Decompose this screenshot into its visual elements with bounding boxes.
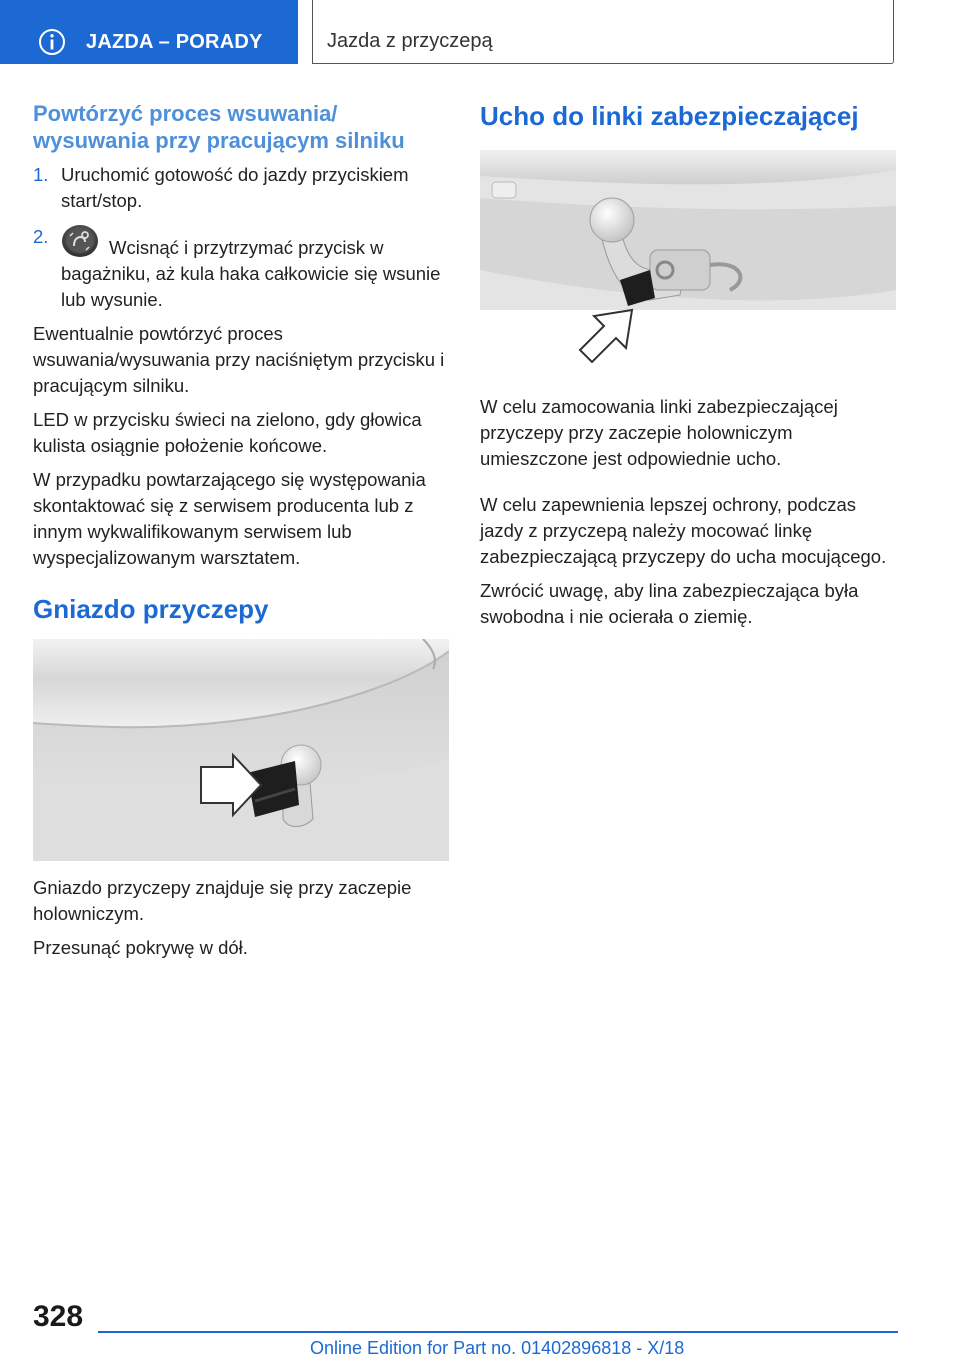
paragraph: Zwrócić uwagę, aby lina zabezpieczająca była swobodna i nie ocierała o ziemię. (480, 580, 859, 627)
left-column (33, 100, 449, 961)
step-text: Uruchomić gotowość do jazdy przyciskiem start/stop. (61, 164, 409, 211)
chapter-title: Jazda z przyczepą (327, 30, 493, 52)
section-tab[interactable] (0, 0, 298, 64)
step-list (33, 162, 449, 313)
subheading-retract-extend: Powtórzyć proces wsuwania/ wysuwania przy pracującym silniku (33, 101, 405, 153)
right-column (480, 100, 896, 630)
paragraph: LED w przycisku świeci na zielono, gdy głowica kulista osiągnie położenie końcowe. (33, 409, 422, 456)
page-number: 328 (33, 1300, 84, 1333)
info-icon (38, 28, 66, 56)
edition-link[interactable]: Online Edition for Part no. 01402896818 - X/18 (310, 1338, 685, 1358)
step-number: 1. (33, 164, 49, 185)
paragraph: Ewentualnie powtórzyć proces wsuwania/wysuwania przy naciśniętym przycisku i pracującym silniku. (33, 323, 445, 396)
paragraph: Przesunąć pokrywę w dół. (33, 937, 248, 958)
list-item (33, 162, 449, 214)
paragraph: W celu zapewnienia lepszej ochrony, podczas jazdy z przyczepą należy mocować linkę zabezpieczającą przyczepy do ucha mocującego. (480, 494, 887, 567)
heading-safety-eye: Ucho do linki zabezpieczającej (480, 101, 859, 131)
paragraph: W przypadku powtarzającego się występowania skontaktować się z serwisem producenta lub z innym wykwalifikowanym serwisem lub wyspecjalizowanym warsztatem. (33, 469, 426, 568)
paragraph: Gniazdo przyczepy znajduje się przy zaczepie holowniczym. (33, 877, 412, 924)
chapter-header (312, 0, 894, 64)
tow-hook-button-icon (61, 224, 99, 258)
footer-divider (98, 1331, 898, 1333)
step-text: Wcisnąć i przytrzymać przycisk w bagażniku, aż kula haka całkowicie się wsunie lub wysunie. (61, 237, 441, 310)
paragraph: W celu zamocowania linki zabezpieczającej przyczepy przy zaczepie holowniczym umieszczone jest odpowiednie ucho. (480, 396, 838, 469)
safety-eye-illustration (480, 150, 896, 372)
step-number: 2. (33, 226, 49, 247)
heading-trailer-socket: Gniazdo przyczepy (33, 594, 269, 624)
section-label: JAZDA – PORADY (86, 31, 263, 53)
trailer-socket-illustration (33, 639, 449, 861)
list-item (33, 224, 449, 313)
